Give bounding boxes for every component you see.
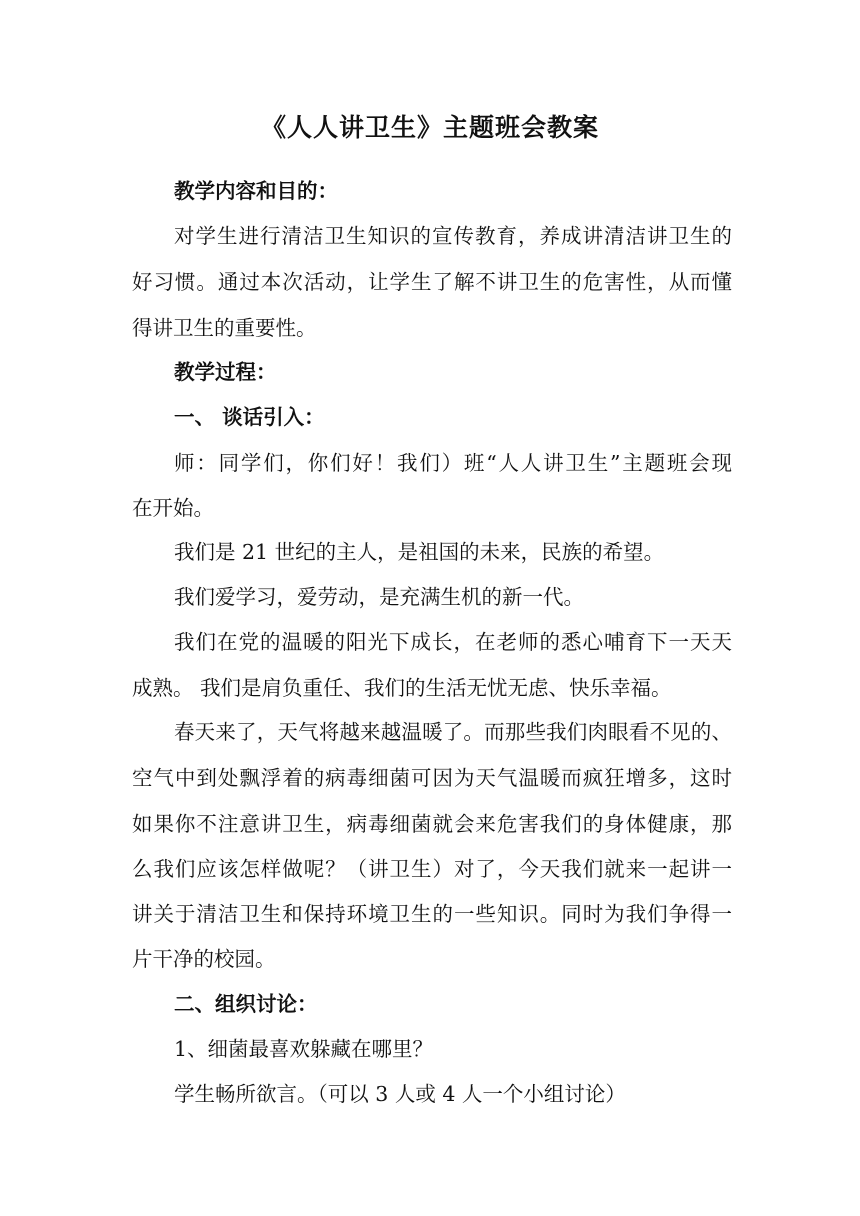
section-heading-objectives: 教学内容和目的：	[174, 179, 338, 203]
paragraph-line: 我们在党的温暖的阳光下成长，在老师的悉心哺育下一天天	[174, 630, 732, 654]
paragraph-line: 在开始。	[132, 496, 214, 520]
paragraph-line: 好习惯。通过本次活动，让学生了解不讲卫生的危害性，从而懂	[132, 270, 732, 294]
section-heading-process: 教学过程：	[174, 360, 277, 384]
paragraph-line: 对学生进行清洁卫生知识的宣传教育，养成讲清洁讲卫生的	[174, 224, 732, 248]
paragraph-line: 如果你不注意讲卫生，病毒细菌就会来危害我们的身体健康，那	[132, 812, 732, 836]
paragraph-line: 我们爱学习，爱劳动，是充满生机的新一代。	[174, 585, 584, 609]
paragraph-line: 片干净的校园。	[132, 947, 276, 971]
paragraph-line: 我们是 21 世纪的主人，是祖国的未来，民族的希望。	[174, 540, 665, 564]
paragraph-line: 师：同学们，你们好！我们）班“人人讲卫生”主题班会现	[174, 451, 732, 475]
discussion-question: 1、细菌最喜欢躲藏在哪里？	[174, 1037, 434, 1061]
section-heading-discussion: 二、组织讨论：	[174, 992, 318, 1016]
paragraph-line: 春天来了，天气将越来越温暖了。而那些我们肉眼看不见的、	[174, 720, 732, 744]
section-heading-intro: 一、 谈话引入：	[174, 405, 325, 429]
paragraph-line: 成熟。 我们是肩负重任、我们的生活无忧无虑、快乐幸福。	[132, 676, 672, 700]
paragraph-line: 么我们应该怎样做呢？（讲卫生）对了，今天我们就来一起讲一	[132, 857, 732, 881]
paragraph-line: 得讲卫生的重要性。	[132, 316, 317, 340]
paragraph-line: 学生畅所欲言。（可以 3 人或 4 人一个小组讨论）	[174, 1082, 626, 1106]
document-title: 《人人讲卫生》主题班会教案	[260, 113, 599, 142]
paragraph-line: 空气中到处飘浮着的病毒细菌可因为天气温暖而疯狂增多，这时	[132, 766, 732, 790]
paragraph-line: 讲关于清洁卫生和保持环境卫生的一些知识。同时为我们争得一	[132, 902, 732, 926]
